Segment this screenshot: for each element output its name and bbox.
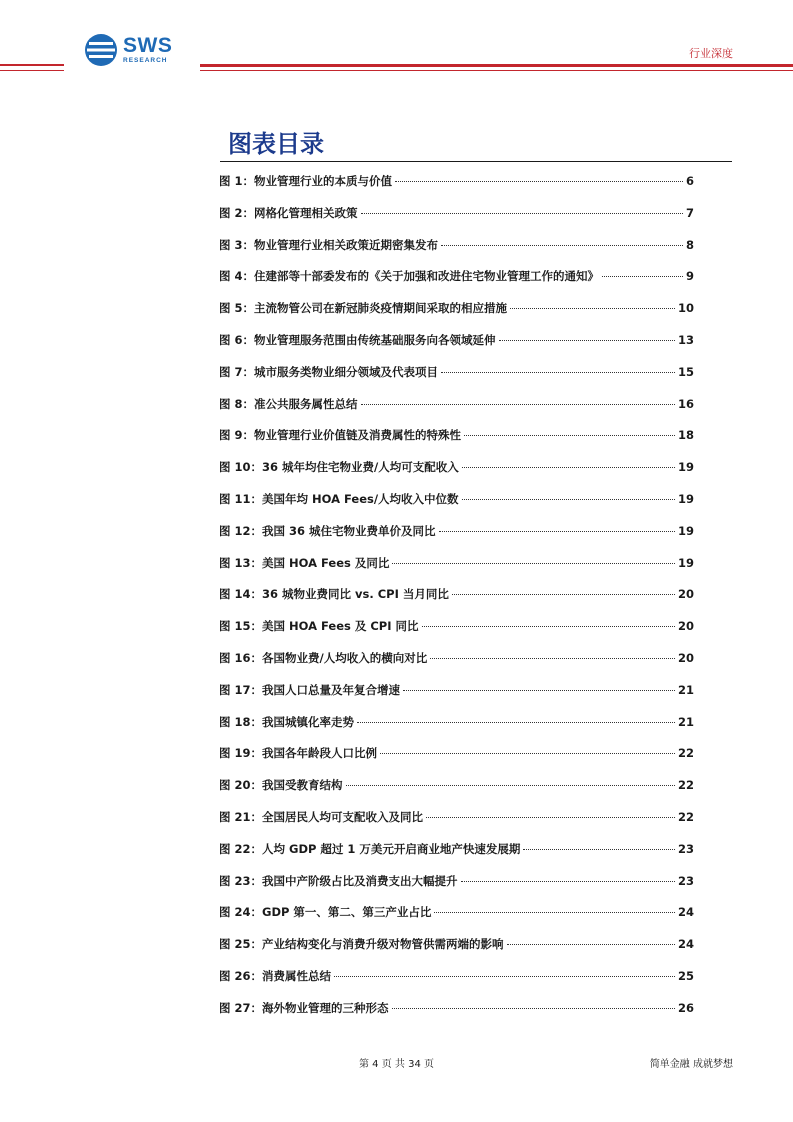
toc-entry-label[interactable]: 图 16：各国物业费/人均收入的横向对比: [219, 650, 428, 665]
header-rule-left-thick: [0, 64, 64, 66]
toc-entry-page-number[interactable]: 15: [677, 364, 694, 379]
toc-entry-label[interactable]: 图 24：GDP 第一、第二、第三产业占比: [219, 905, 432, 920]
toc-entry-page-number[interactable]: 20: [677, 619, 694, 634]
toc-entry-page-number[interactable]: 24: [677, 937, 694, 952]
toc-title-divider: [220, 161, 732, 162]
report-type-label: 行业深度: [689, 47, 733, 60]
toc-entry[interactable]: [219, 459, 694, 491]
toc-entry-page-number[interactable]: 16: [677, 396, 694, 411]
toc-entry-label[interactable]: 图 18：我国城镇化率走势: [219, 714, 355, 729]
toc-entry[interactable]: [219, 364, 694, 396]
toc-entry-label[interactable]: 图 8：准公共服务属性总结: [219, 396, 358, 411]
toc-entry-leader-dots: [392, 1008, 675, 1009]
toc-entry[interactable]: [219, 237, 694, 269]
sws-logo-mark-icon: [84, 33, 118, 67]
toc-entry-label[interactable]: 图 27：海外物业管理的三种形态: [219, 1000, 389, 1015]
toc-title: 图表目录: [228, 130, 324, 158]
toc-entry-leader-dots: [346, 785, 675, 786]
toc-entry-label[interactable]: 图 11：美国年均 HOA Fees/人均收入中位数: [219, 491, 459, 506]
toc-entry-label[interactable]: 图 5：主流物管公司在新冠肺炎疫情期间采取的相应措施: [219, 301, 508, 316]
toc-entry-leader-dots: [523, 849, 675, 850]
toc-entry-leader-dots: [499, 340, 675, 341]
toc-entry-leader-dots: [422, 626, 675, 627]
toc-entry[interactable]: [219, 1000, 694, 1032]
toc-entry-page-number[interactable]: 26: [677, 1000, 694, 1015]
toc-entry-label[interactable]: 图 14：36 城物业费同比 vs. CPI 当月同比: [219, 587, 449, 602]
toc-entry-label[interactable]: 图 23：我国中产阶级占比及消费支出大幅提升: [219, 873, 458, 888]
toc-entry[interactable]: [219, 555, 694, 587]
toc-entry-leader-dots: [434, 912, 675, 913]
toc-entry-label[interactable]: 图 26：消费属性总结: [219, 968, 332, 983]
toc-entry-page-number[interactable]: 19: [677, 491, 694, 506]
toc-entry-leader-dots: [426, 817, 675, 818]
toc-entry[interactable]: [219, 618, 694, 650]
toc-entry-leader-dots: [462, 467, 675, 468]
header-rule-left-thin: [0, 70, 64, 71]
toc-entry-page-number[interactable]: 25: [677, 968, 694, 983]
toc-entry[interactable]: [219, 745, 694, 777]
toc-entry-page-number[interactable]: 10: [677, 301, 694, 316]
header-rule-right-thick: [200, 64, 793, 67]
toc-entry-leader-dots: [461, 881, 675, 882]
toc-entry-leader-dots: [361, 213, 683, 214]
toc-entry-label[interactable]: 图 7：城市服务类物业细分领域及代表项目: [219, 364, 439, 379]
toc-entry-page-number[interactable]: 21: [677, 682, 694, 697]
toc-entry[interactable]: [219, 586, 694, 618]
footer-slogan: 简单金融 成就梦想: [649, 1059, 733, 1070]
toc-entry-leader-dots: [439, 531, 675, 532]
toc-entry[interactable]: [219, 173, 694, 205]
toc-entry-page-number[interactable]: 20: [677, 650, 694, 665]
toc-entry-page-number[interactable]: 22: [677, 809, 694, 824]
toc-entry-page-number[interactable]: 20: [677, 587, 694, 602]
toc-entry[interactable]: [219, 205, 694, 237]
toc-entry-page-number[interactable]: 18: [677, 428, 694, 443]
toc-entry-page-number[interactable]: 6: [685, 174, 694, 188]
toc-entry-page-number[interactable]: 7: [685, 205, 694, 220]
toc-entry[interactable]: [219, 968, 694, 1000]
toc-entry-leader-dots: [403, 690, 675, 691]
toc-entry-page-number[interactable]: 23: [677, 873, 694, 888]
toc-entry-label[interactable]: 图 2：网格化管理相关政策: [219, 205, 358, 220]
toc-entry[interactable]: [219, 777, 694, 809]
toc-entry-leader-dots: [380, 753, 675, 754]
toc-entry[interactable]: [219, 936, 694, 968]
toc-entry-page-number[interactable]: 9: [685, 269, 694, 284]
toc-entry-page-number[interactable]: 19: [677, 555, 694, 570]
toc-entry[interactable]: [219, 682, 694, 714]
toc-entry-leader-dots: [441, 245, 683, 246]
toc-entry-leader-dots: [392, 563, 675, 564]
header-rule-right-thin: [200, 70, 793, 71]
toc-entry[interactable]: [219, 714, 694, 746]
logo-wordmark: SWS: [123, 34, 173, 58]
toc-entry-leader-dots: [602, 276, 683, 277]
toc-entry-label[interactable]: 图 13：美国 HOA Fees 及同比: [219, 555, 390, 570]
toc-entry-label[interactable]: 图 6：物业管理服务范围由传统基础服务向各领域延伸: [219, 332, 496, 347]
toc-entry[interactable]: [219, 268, 694, 300]
toc-entry-label[interactable]: 图 25：产业结构变化与消费升级对物管供需两端的影响: [219, 937, 504, 952]
toc-entry[interactable]: [219, 809, 694, 841]
toc-entry[interactable]: [219, 300, 694, 332]
toc-entry-page-number[interactable]: 22: [677, 746, 694, 761]
toc-entry-leader-dots: [334, 976, 675, 977]
toc-entry-page-number[interactable]: 24: [677, 905, 694, 920]
toc-entry-label[interactable]: 图 10：36 城年均住宅物业费/人均可支配收入: [219, 460, 459, 475]
toc-entry-leader-dots: [361, 404, 675, 405]
toc-entry-page-number[interactable]: 19: [677, 460, 694, 475]
toc-entry-leader-dots: [462, 499, 675, 500]
toc-entry-label[interactable]: 图 9：物业管理行业价值链及消费属性的特殊性: [219, 428, 462, 443]
toc-entry-leader-dots: [441, 372, 675, 373]
toc-entry-page-number[interactable]: 23: [677, 841, 694, 856]
toc-entry-leader-dots: [452, 594, 675, 595]
toc-entry[interactable]: [219, 523, 694, 555]
logo-subtitle: RESEARCH: [123, 57, 168, 65]
toc-entry-label[interactable]: 图 15：美国 HOA Fees 及 CPI 同比: [219, 619, 419, 634]
toc-entry-page-number[interactable]: 8: [685, 237, 694, 252]
toc-entry[interactable]: [219, 332, 694, 364]
toc-entry[interactable]: [219, 650, 694, 682]
page-info: 第 4 页 共 34 页: [359, 1059, 434, 1070]
toc-entry[interactable]: [219, 491, 694, 523]
toc-entry-page-number[interactable]: 21: [677, 714, 694, 729]
toc-entry-page-number[interactable]: 13: [677, 332, 694, 347]
toc-list: [219, 173, 694, 1032]
toc-entry-page-number[interactable]: 22: [677, 778, 694, 793]
toc-entry-leader-dots: [507, 944, 675, 945]
toc-entry[interactable]: [219, 904, 694, 936]
toc-entry-leader-dots: [510, 308, 675, 309]
toc-entry[interactable]: [219, 427, 694, 459]
toc-entry-page-number[interactable]: 19: [677, 523, 694, 538]
toc-entry[interactable]: [219, 873, 694, 905]
toc-entry-label[interactable]: 图 1：物业管理行业的本质与价值: [219, 174, 393, 188]
toc-entry-label[interactable]: 图 19：我国各年龄段人口比例: [219, 746, 378, 761]
toc-entry-leader-dots: [430, 658, 675, 659]
toc-entry-label[interactable]: 图 17：我国人口总量及年复合增速: [219, 682, 401, 697]
toc-entry-label[interactable]: 图 4：住建部等十部委发布的《关于加强和改进住宅物业管理工作的通知》: [219, 269, 600, 284]
toc-entry-label[interactable]: 图 22：人均 GDP 超过 1 万美元开启商业地产快速发展期: [219, 841, 521, 856]
toc-entry-label[interactable]: 图 21：全国居民人均可支配收入及同比: [219, 809, 424, 824]
toc-entry-leader-dots: [464, 435, 675, 436]
toc-entry[interactable]: [219, 841, 694, 873]
toc-entry-label[interactable]: 图 12：我国 36 城住宅物业费单价及同比: [219, 523, 436, 538]
toc-entry-label[interactable]: 图 3：物业管理行业相关政策近期密集发布: [219, 237, 439, 252]
toc-entry-leader-dots: [395, 181, 683, 182]
toc-entry-leader-dots: [357, 722, 675, 723]
toc-entry-label[interactable]: 图 20：我国受教育结构: [219, 778, 343, 793]
toc-entry[interactable]: [219, 396, 694, 428]
sws-logo: [84, 33, 172, 67]
